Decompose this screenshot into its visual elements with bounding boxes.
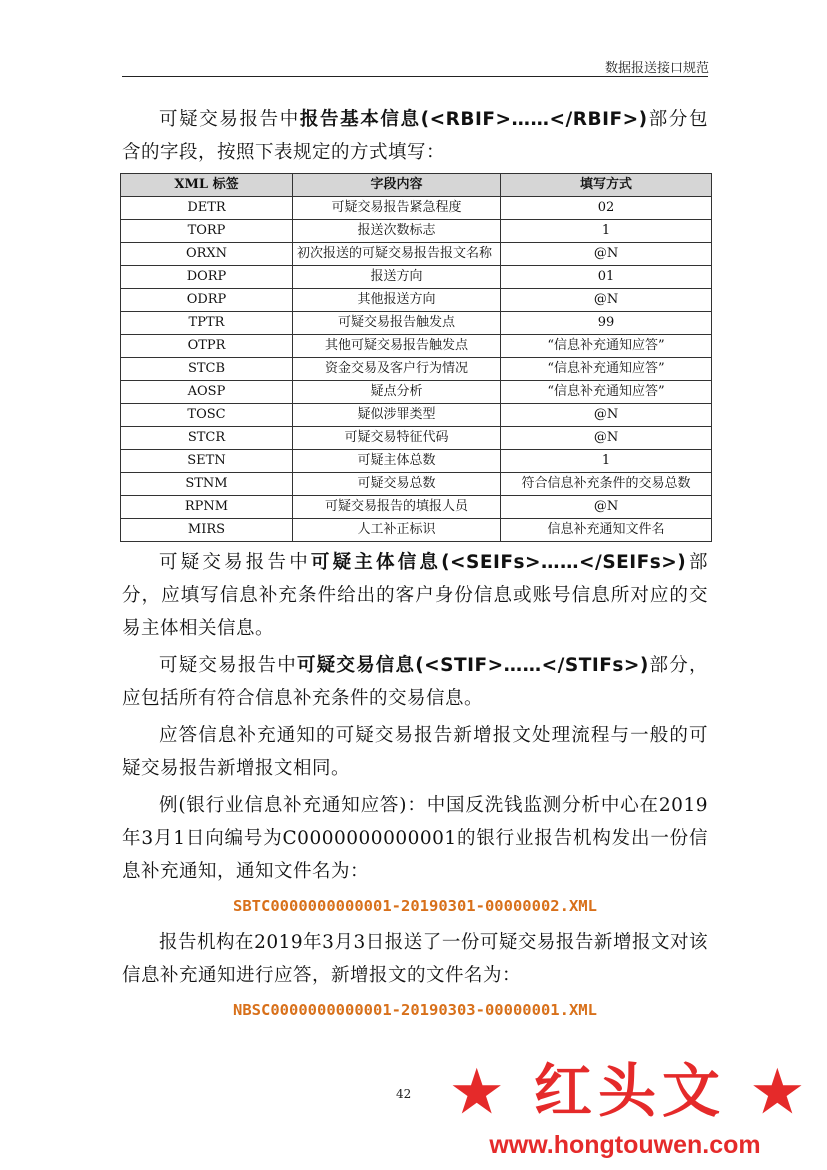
flow-paragraph: 应答信息补充通知的可疑交易报告新增报文处理流程与一般的可疑交易报告新增报文相同。 (122, 725, 708, 779)
watermark-title (440, 1056, 820, 1126)
cell-field-content: 可疑主体总数 (293, 450, 501, 473)
table-row (121, 427, 712, 450)
cell-xml-tag: SETN (121, 450, 293, 473)
cell-field-content: 人工补正标识 (293, 519, 501, 542)
column-header-xml-tag: XML 标签 (121, 174, 293, 197)
cell-fill-method: 01 (501, 266, 712, 289)
cell-xml-tag: ORXN (121, 243, 293, 266)
cell-field-content: 可疑交易报告的填报人员 (293, 496, 501, 519)
intro-paragraph (122, 103, 708, 169)
cell-field-content: 可疑交易特征代码 (293, 427, 501, 450)
cell-field-content: 其他报送方向 (293, 289, 501, 312)
table-row (121, 519, 712, 542)
seifs-bold-term: 可疑主体信息(<SEIFs>……</SEIFs>) (310, 552, 687, 573)
example-paragraph: 例(银行业信息补充通知应答)：中国反洗钱监测分析中心在2019年3月1日向编号为C0000000000001的银行业报告机构发出一份信息补充通知，通知文件名为： (122, 795, 708, 882)
cell-xml-tag: STNM (121, 473, 293, 496)
cell-field-content: 可疑交易总数 (293, 473, 501, 496)
cell-field-content: 初次报送的可疑交易报告报文名称 (293, 243, 501, 266)
table-row (121, 243, 712, 266)
table-row (121, 450, 712, 473)
reply-paragraph: 报告机构在2019年3月3日报送了一份可疑交易报告新增报文对该信息补充通知进行应答，新增报文的文件名为： (122, 932, 708, 986)
cell-fill-method: 符合信息补充条件的交易总数 (501, 473, 712, 496)
cell-xml-tag: RPNM (121, 496, 293, 519)
watermark-text: 红头文 (533, 1057, 726, 1125)
page-content (122, 103, 708, 1030)
cell-fill-method: @N (501, 404, 712, 427)
cell-field-content: 其他可疑交易报告触发点 (293, 335, 501, 358)
star-icon: ★ (451, 1059, 508, 1125)
cell-fill-method: 99 (501, 312, 712, 335)
table-row (121, 220, 712, 243)
table-row (121, 381, 712, 404)
watermark-url: www.hongtouwen.com (489, 1131, 761, 1159)
star-icon: ★ (752, 1059, 809, 1125)
cell-xml-tag: STCB (121, 358, 293, 381)
watermark-logo (430, 1048, 820, 1163)
cell-field-content: 资金交易及客户行为情况 (293, 358, 501, 381)
reply-filename: NBSC0000000000001-20190303-00000001.XML (233, 1001, 597, 1019)
cell-xml-tag: DETR (121, 197, 293, 220)
cell-fill-method: @N (501, 496, 712, 519)
table-row (121, 197, 712, 220)
intro-prefix: 可疑交易报告中 (159, 109, 300, 130)
stif-bold-term: 可疑交易信息(<STIF>……</STIFs>) (296, 655, 649, 676)
cell-fill-method: 1 (501, 220, 712, 243)
table-row (121, 496, 712, 519)
stif-prefix: 可疑交易报告中 (159, 655, 297, 676)
cell-fill-method: 信息补充通知文件名 (501, 519, 712, 542)
table-row (121, 473, 712, 496)
header-rule (122, 76, 708, 77)
cell-fill-method: “信息补充通知应答” (501, 381, 712, 404)
cell-fill-method: @N (501, 243, 712, 266)
table-row (121, 404, 712, 427)
cell-xml-tag: OTPR (121, 335, 293, 358)
intro-suffix: 部分包含的字段，按照下表规定的方式填写： (122, 109, 708, 163)
cell-field-content: 报送次数标志 (293, 220, 501, 243)
field-table (120, 173, 712, 542)
cell-fill-method: @N (501, 289, 712, 312)
cell-xml-tag: TOSC (121, 404, 293, 427)
seifs-suffix: 部分，应填写信息补充条件给出的客户身份信息或账号信息所对应的交易主体相关信息。 (122, 552, 708, 639)
cell-fill-method: 02 (501, 197, 712, 220)
notice-filename: SBTC0000000000001-20190301-00000002.XML (233, 897, 597, 915)
stif-paragraph (122, 649, 708, 715)
running-header-title: 数据报送接口规范 (604, 61, 709, 76)
cell-field-content: 可疑交易报告紧急程度 (293, 197, 501, 220)
cell-field-content: 疑点分析 (293, 381, 501, 404)
column-header-field-content: 字段内容 (293, 174, 501, 197)
cell-xml-tag: ODRP (121, 289, 293, 312)
cell-field-content: 报送方向 (293, 266, 501, 289)
cell-fill-method: “信息补充通知应答” (501, 335, 712, 358)
table-header-row (121, 174, 712, 197)
cell-xml-tag: MIRS (121, 519, 293, 542)
cell-fill-method: @N (501, 427, 712, 450)
cell-xml-tag: TORP (121, 220, 293, 243)
table-row (121, 266, 712, 289)
page-number: 42 (396, 1087, 412, 1101)
cell-field-content: 可疑交易报告触发点 (293, 312, 501, 335)
cell-xml-tag: DORP (121, 266, 293, 289)
cell-xml-tag: STCR (121, 427, 293, 450)
stif-suffix: 部分，应包括所有符合信息补充条件的交易信息。 (122, 655, 708, 709)
cell-fill-method: “信息补充通知应答” (501, 358, 712, 381)
cell-fill-method: 1 (501, 450, 712, 473)
column-header-fill-method: 填写方式 (501, 174, 712, 197)
table-row (121, 358, 712, 381)
table-row (121, 312, 712, 335)
seifs-prefix: 可疑交易报告中 (159, 552, 311, 573)
intro-bold-term: 报告基本信息(<RBIF>……</RBIF>) (299, 109, 648, 130)
cell-xml-tag: TPTR (121, 312, 293, 335)
cell-xml-tag: AOSP (121, 381, 293, 404)
table-row (121, 289, 712, 312)
table-row (121, 335, 712, 358)
seifs-paragraph (122, 546, 708, 645)
cell-field-content: 疑似涉罪类型 (293, 404, 501, 427)
